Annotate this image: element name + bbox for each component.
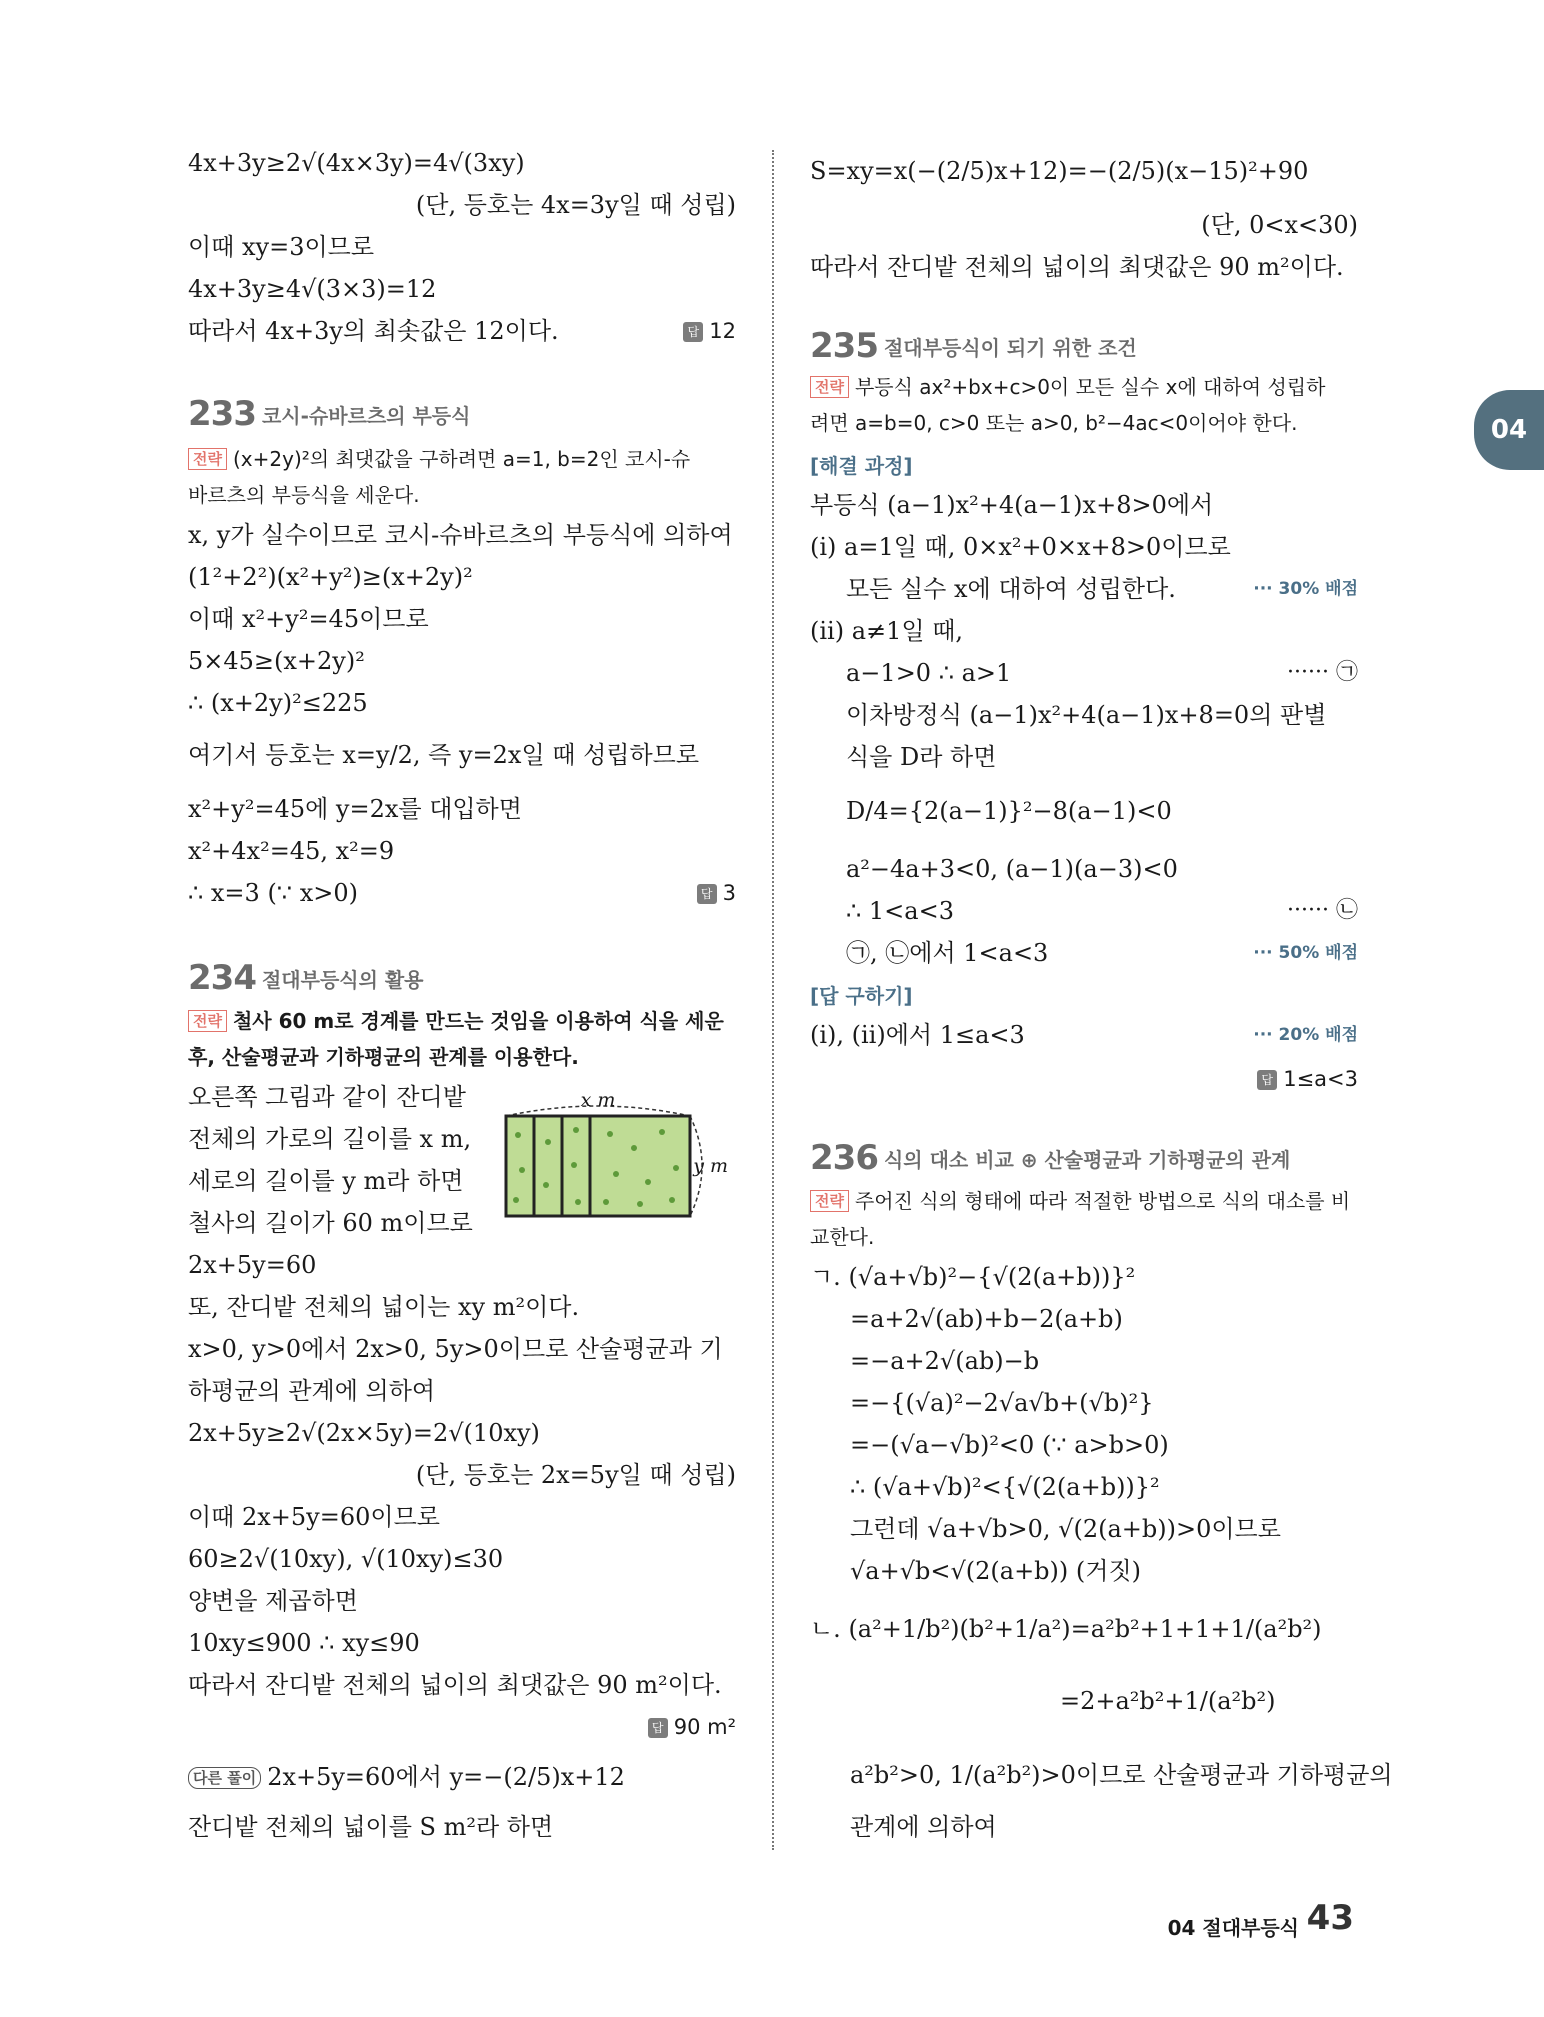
text-line: (단, 등호는 4x=3y일 때 성립) (415, 191, 736, 219)
problem-heading-234 (188, 958, 424, 998)
text-line: =−a+2√(ab)−b (850, 1347, 1040, 1375)
text-line: 잔디밭 전체의 넓이를 S m²라 하면 (188, 1813, 554, 1841)
page-number: 43 (1306, 1898, 1354, 1938)
text-line: 4x+3y≥2√(4x×3y)=4√(3xy) (188, 149, 525, 177)
text-line: √a+√b<√(2(a+b)) (거짓) (850, 1557, 1141, 1585)
text-line: 오른쪽 그림과 같이 잔디밭 (188, 1083, 466, 1111)
text-line: 여기서 등호는 x=y/2, 즉 y=2x일 때 성립하므로 (188, 741, 700, 769)
text-line: 세로의 길이를 y m라 하면 (188, 1167, 464, 1195)
answer-icon: 답 (1257, 1070, 1277, 1090)
text-line: =2+a²b²+1/(a²b²) (1060, 1687, 1276, 1715)
text-line: ㉠, ㉡에서 1<a<3 (846, 939, 1049, 967)
score-label: ··· 50% 배점 (1253, 943, 1358, 963)
text-line: (1²+2²)(x²+y²)≥(x+2y)² (188, 563, 473, 591)
text-line: 2x+5y=60 (188, 1251, 317, 1279)
strategy-line (188, 444, 690, 474)
text-line: x>0, y>0에서 2x>0, 5y>0이므로 산술평균과 기 (188, 1335, 723, 1363)
problem-title: 절대부등식이 되기 위한 조건 (883, 335, 1137, 360)
score-label: ··· 30% 배점 (1253, 579, 1358, 599)
text-line: x²+4x²=45, x²=9 (188, 837, 395, 865)
problem-title: 식의 대소 비교 ⊕ 산술평균과 기하평균의 관계 (883, 1147, 1291, 1172)
problem-title: 코시-슈바르츠의 부등식 (261, 403, 471, 428)
problem-number: 236 (810, 1138, 878, 1178)
text-line: 전체의 가로의 길이를 x m, (188, 1125, 472, 1153)
section-label: [답 구하기] (810, 984, 913, 1008)
text-line: (ⅰ) a=1일 때, 0×x²+0×x+8>0이므로 (810, 533, 1231, 561)
strategy-line (810, 1186, 1350, 1216)
problem-heading-235 (810, 326, 1137, 366)
text-line: 60≥2√(10xy), √(10xy)≤30 (188, 1545, 504, 1573)
text-line: =a+2√(ab)+b−2(a+b) (850, 1305, 1123, 1333)
answer-mark: 답 12 (683, 316, 736, 346)
text-line: 부등식 (a−1)x²+4(a−1)x+8>0에서 (810, 491, 1214, 519)
answer-mark: 답 90 m² (648, 1712, 736, 1742)
text-line: a²−4a+3<0, (a−1)(a−3)<0 (846, 855, 1178, 883)
text-line: ∴ (√a+√b)²<{√(2(a+b))}² (850, 1473, 1160, 1501)
text-line: 5×45≥(x+2y)² (188, 647, 365, 675)
height-label: y m (693, 1155, 728, 1177)
text-line: a²b²>0, 1/(a²b²)>0이므로 산술평균과 기하평균의 (850, 1761, 1393, 1789)
problem-number: 234 (188, 958, 256, 998)
text-line: 4x+3y≥4√(3×3)=12 (188, 275, 437, 303)
text-line: S=xy=x(−(2/5)x+12)=−(2/5)(x−15)²+90 (810, 157, 1309, 185)
problem-title: 절대부등식의 활용 (261, 967, 424, 992)
chapter-tab: 04 (1474, 390, 1544, 470)
text-line: 이차방정식 (a−1)x²+4(a−1)x+8=0의 판별 (846, 701, 1327, 729)
text-line: ∴ 1<a<3 (846, 897, 954, 925)
text-line: 따라서 4x+3y의 최솟값은 12이다. (188, 317, 559, 345)
chapter-title: 04 절대부등식 (1167, 1916, 1299, 1940)
answer-icon: 답 (683, 322, 703, 342)
text-line: x²+y²=45에 y=2x를 대입하면 (188, 795, 522, 823)
answer-icon: 답 (697, 884, 717, 904)
reference-mark: ······ ㉠ (1287, 660, 1358, 685)
text-line: 이때 xy=3이므로 (188, 233, 375, 261)
text-line: ∴ x=3 (∵ x>0) (188, 879, 358, 907)
reference-mark: ······ ㉡ (1287, 898, 1358, 923)
strategy-line: 후, 산술평균과 기하평균의 관계를 이용한다. (188, 1045, 579, 1069)
text-line: 10xy≤900 ∴ xy≤90 (188, 1629, 420, 1657)
strategy-line: 려면 a=b=0, c>0 또는 a>0, b²−4ac<0이어야 한다. (810, 411, 1298, 435)
text-line: a−1>0 ∴ a>1 (846, 659, 1012, 687)
text-line: 이때 x²+y²=45이므로 (188, 605, 429, 633)
text-line: ∴ (x+2y)²≤225 (188, 689, 368, 717)
strategy-text: 주어진 식의 형태에 따라 적절한 방법으로 식의 대소를 비 (854, 1189, 1351, 1213)
text-line: 철사의 길이가 60 m이므로 (188, 1209, 473, 1237)
text-line: =−(√a−√b)²<0 (∵ a>b>0) (850, 1431, 1169, 1459)
text-line: 식을 D라 하면 (846, 743, 997, 771)
problem-number: 233 (188, 394, 256, 434)
text-line: 2x+5y≥2√(2x×5y)=2√(10xy) (188, 1419, 540, 1447)
text-line: 또, 잔디밭 전체의 넓이는 xy m²이다. (188, 1293, 580, 1321)
answer-mark: 답 1≤a<3 (1257, 1064, 1358, 1094)
problem-number: 235 (810, 326, 878, 366)
strategy-line (188, 1006, 724, 1036)
strategy-line (810, 372, 1325, 402)
text-line: ㄴ. (a²+1/b²)(b²+1/a²)=a²b²+1+1+1/(a²b²) (810, 1615, 1322, 1643)
alt-solution-text: 2x+5y=60에서 y=−(2/5)x+12 (267, 1763, 625, 1791)
text-line: x, y가 실수이므로 코시-슈바르츠의 부등식에 의하여 (188, 521, 733, 549)
strategy-text: 철사 60 m로 경계를 만드는 것임을 이용하여 식을 세운 (232, 1009, 724, 1033)
score-label: ··· 20% 배점 (1253, 1025, 1358, 1045)
text-line: (단, 등호는 2x=5y일 때 성립) (415, 1461, 736, 1489)
strategy-text: 부등식 ax²+bx+c>0이 모든 실수 x에 대하여 성립하 (854, 375, 1326, 399)
strategy-tag: 전략 (810, 1190, 849, 1212)
text-line: 모든 실수 x에 대하여 성립한다. (846, 575, 1176, 603)
text-line: 이때 2x+5y=60이므로 (188, 1503, 440, 1531)
text-line: 관계에 의하여 (850, 1813, 997, 1841)
text-line: ㄱ. (√a+√b)²−{√(2(a+b))}² (810, 1263, 1136, 1291)
section-label: [해결 과정] (810, 454, 913, 478)
column-divider (772, 150, 774, 1850)
answer-icon: 답 (648, 1718, 668, 1738)
answer-mark: 답 3 (697, 878, 736, 908)
strategy-line: 바르츠의 부등식을 세운다. (188, 483, 420, 507)
text-line: D/4={2(a−1)}²−8(a−1)<0 (846, 797, 1172, 825)
strategy-tag: 전략 (810, 376, 849, 398)
text-line: 양변을 제곱하면 (188, 1587, 358, 1615)
problem-heading-233 (188, 394, 470, 434)
text-line: 그런데 √a+√b>0, √(2(a+b))>0이므로 (850, 1515, 1281, 1543)
text-line: (ⅱ) a≠1일 때, (810, 617, 964, 645)
lawn-figure (502, 1090, 732, 1240)
alt-solution-tag: 다른 풀이 (188, 1767, 261, 1789)
strategy-line: 교한다. (810, 1225, 875, 1249)
strategy-tag: 전략 (188, 1010, 227, 1032)
text-line: =−{(√a)²−2√a√b+(√b)²} (850, 1389, 1154, 1417)
problem-heading-236 (810, 1138, 1290, 1178)
alt-solution-line (188, 1762, 625, 1792)
text-line: 따라서 잔디밭 전체의 넓이의 최댓값은 90 m²이다. (810, 253, 1344, 281)
strategy-text: (x+2y)²의 최댓값을 구하려면 a=1, b=2인 코시-슈 (232, 447, 691, 471)
strategy-tag: 전략 (188, 448, 227, 470)
text-line: (ⅰ), (ⅱ)에서 1≤a<3 (810, 1021, 1025, 1049)
text-line: (단, 0<x<30) (1201, 211, 1358, 239)
text-line: 따라서 잔디밭 전체의 넓이의 최댓값은 90 m²이다. (188, 1671, 722, 1699)
width-label: x m (580, 1090, 616, 1111)
text-line: 하평균의 관계에 의하여 (188, 1377, 436, 1405)
